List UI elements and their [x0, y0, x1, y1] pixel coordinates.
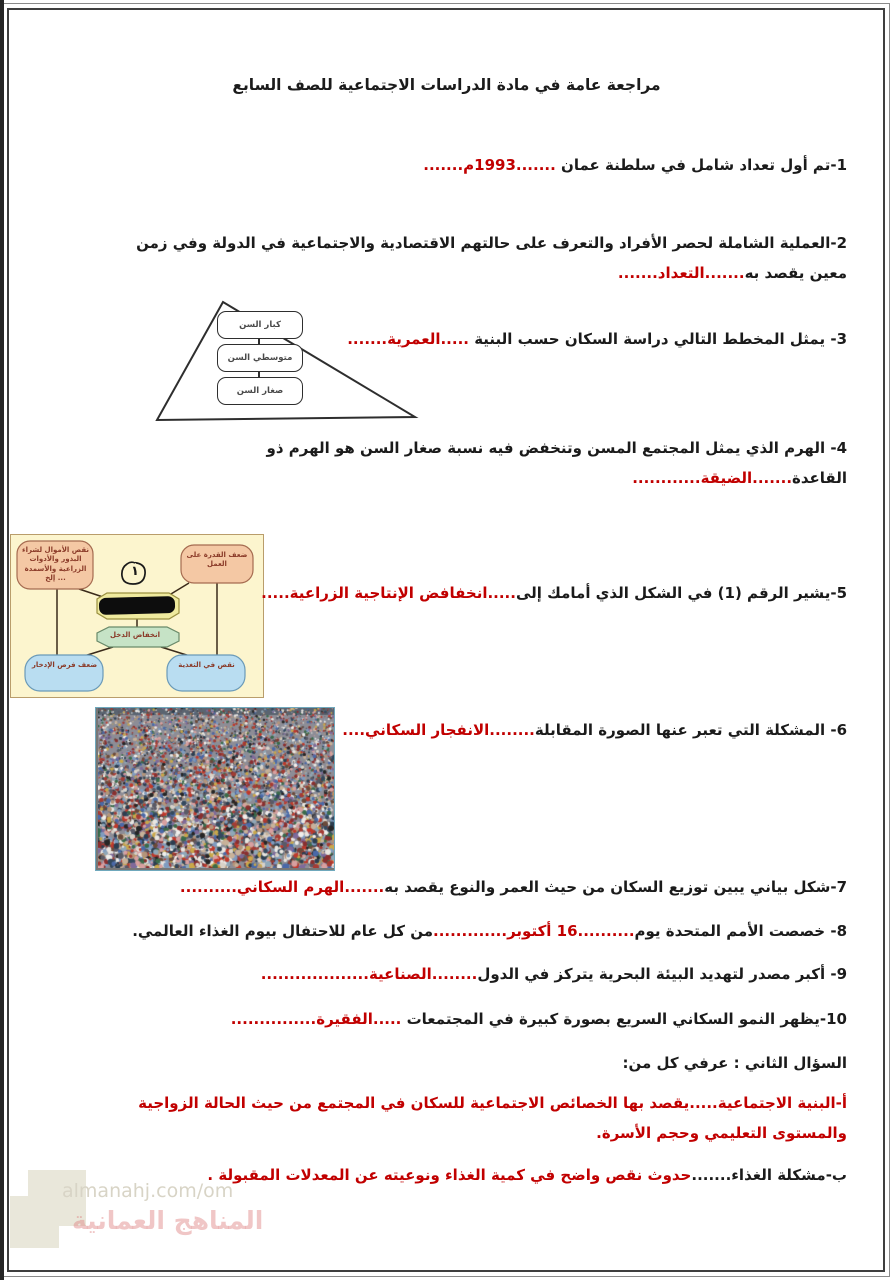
- question-7: [180, 872, 847, 902]
- pyramid-level-elderly-label: كبار السن: [239, 320, 281, 330]
- pyramid-level-young: [217, 377, 303, 405]
- crowd-photo-canvas: [98, 708, 334, 868]
- question-2-text: 2-العملية الشاملة لحصر الأفراد والتعرف على حالتهم الاقتصادية والاجتماعية في الدولة وفي زمن معين يقصد به: [136, 234, 847, 282]
- question-4: [83, 433, 847, 493]
- question-5: [261, 578, 847, 608]
- question-8-answer: ..........16 أكتوبر.............: [433, 922, 635, 940]
- question-5-text: 5-يشير الرقم (1) في الشكل الذي أمامك إلى: [515, 584, 847, 602]
- income-decline-flowchart: [10, 534, 264, 698]
- flowchart-box-bottom-right-label: نقص في التغذية: [178, 661, 235, 669]
- definition-b-answer: حدوث نقص واضح في كمية الغذاء ونوعيته عن المعدلات المقبولة .: [207, 1166, 692, 1184]
- question-9-answer: ........الصناعية...................: [260, 965, 478, 983]
- question-2: [95, 228, 847, 288]
- watermark-site-url: almanahj.com/om: [62, 1180, 234, 1202]
- question-2-answer: .......التعداد.......: [617, 264, 745, 282]
- question-3: [347, 324, 847, 354]
- watermark-logo-square: [10, 1196, 59, 1248]
- question-6: [342, 715, 847, 745]
- question-4-text: 4- الهرم الذي يمثل المجتمع المسن وتنخفض فيه نسبة صغار السن هو الهرم ذو القاعدة: [266, 439, 847, 487]
- definition-b: [207, 1160, 847, 1190]
- question-9-text: 9- أكبر مصدر لتهديد البيئة البحرية يتركز في الدول: [477, 965, 847, 983]
- question-4-answer: .......الضيقة............: [632, 469, 793, 487]
- question-10: [231, 1004, 847, 1034]
- pyramid-level-middle-aged: [217, 344, 303, 372]
- question-10-answer: .....الفقيرة...............: [230, 1010, 402, 1028]
- flowchart-box-top-left-label: نقص الأموال لشراء البذور والأدوات الزراعية والأسمدة ... إلخ: [22, 546, 89, 583]
- question-3-text: 3- يمثل المخطط التالي دراسة السكان حسب البنية: [468, 330, 847, 348]
- definition-a: أ-البنية الاجتماعية.....يقصد بها الخصائص الاجتماعية للسكان في المجتمع من حيث الحالة الزواجية والمستوى التعليمي وحجم الأسرة.: [138, 1094, 847, 1142]
- question-8-suffix: من كل عام للاحتفال بيوم الغذاء العالمي.: [132, 922, 433, 940]
- question-9: [261, 959, 847, 989]
- watermark-brand-text: المناهج العمانية: [72, 1206, 264, 1235]
- question-8-text: 8- خصصت الأمم المتحدة يوم: [634, 922, 847, 940]
- question-7-answer: .......الهرم السكاني..........: [179, 878, 385, 896]
- question-8: [132, 916, 847, 946]
- flowchart-redacted-label: [99, 596, 175, 615]
- pyramid-level-middle-aged-label: متوسطي السن: [227, 353, 293, 363]
- question-7-text: 7-شكل بياني يبين توزيع السكان من حيث العمر والنوع يقصد به: [384, 878, 847, 896]
- question-1-text: 1-تم أول تعداد شامل في سلطنة عمان: [555, 156, 847, 174]
- crowd-photo: [95, 707, 335, 871]
- flowchart-annotation-number: ١: [131, 564, 139, 579]
- question-1: [423, 150, 847, 180]
- page-border-left-edge: [0, 0, 4, 1280]
- question-1-answer: .......1993م.......: [423, 156, 556, 174]
- flowchart-green-label: انخفاض الدخل: [110, 631, 160, 639]
- question-6-text: 6- المشكلة التي تعبر عنها الصورة المقابلة: [534, 721, 847, 739]
- question-6-answer: ........الانفجار السكاني....: [342, 721, 535, 739]
- question-10-text: 10-يظهر النمو السكاني السريع بصورة كبيرة في المجتمعات: [401, 1010, 847, 1028]
- page-title: مراجعة عامة في مادة الدراسات الاجتماعية للصف السابع: [232, 76, 661, 94]
- flowchart-box-bottom-left-label: ضعف فرص الإدخار: [31, 661, 98, 669]
- population-pyramid-diagram: [155, 299, 421, 424]
- flowchart-box-top-right-label: ضعف القدرة على العمل: [186, 551, 248, 569]
- section-two-header: السؤال الثاني : عرفي كل من:: [622, 1054, 847, 1072]
- pyramid-level-elderly: [217, 311, 303, 339]
- question-3-answer: .....العمرية.......: [347, 330, 469, 348]
- question-5-answer: .....انخفافض الإنتاجية الزراعية.....: [261, 584, 516, 602]
- pyramid-level-young-label: صغار السن: [236, 386, 284, 396]
- definition-b-label: ب-مشكلة الغذاء.......: [691, 1166, 847, 1184]
